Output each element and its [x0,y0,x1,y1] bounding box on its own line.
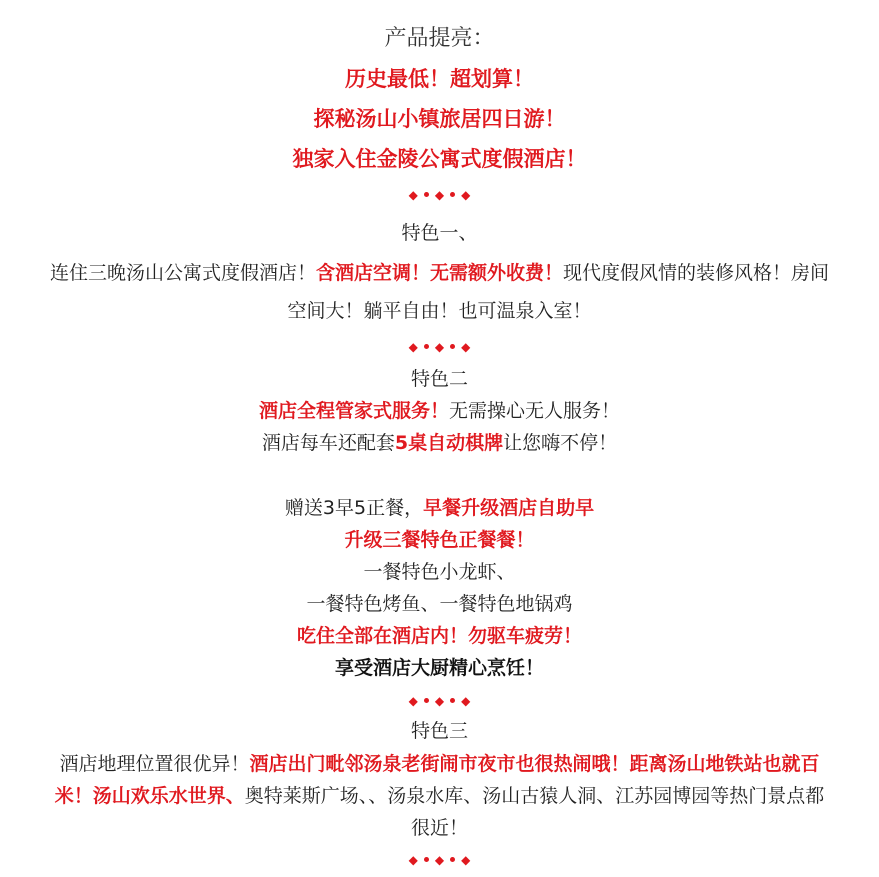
feature3-text-a: 酒店地理位置很优异！ [59,753,250,775]
feature1-line1 [0,260,879,286]
meal-text-b: 早餐升级酒店自助早 [423,497,595,519]
highlight-1: 历史最低！超划算！ [345,67,534,91]
diamond-icon: ◆ [408,187,418,202]
meal-line2: 升级三餐特色正餐餐！ [344,529,535,551]
feature3-text-d: 奥特莱斯广场、、汤泉水库、汤山古猿人洞、江苏园博园等热门景点都 [244,785,825,807]
dot-icon [450,344,455,349]
feature2-line2 [0,430,879,456]
divider-3 [0,693,879,707]
dot-icon [424,344,429,349]
diamond-icon: ◆ [408,693,418,708]
meal-line5: 吃住全部在酒店内！勿驱车疲劳！ [296,625,582,647]
diamond-icon: ◆ [461,693,471,708]
diamond-icon: ◆ [461,852,471,867]
diamond-icon: ◆ [461,339,471,354]
feature3-text-c: 米！汤山欢乐水世界、 [54,785,245,807]
divider-4 [0,852,879,866]
diamond-icon: ◆ [461,187,471,202]
meal-text-a: 赠送3早5正餐， [284,497,424,519]
feature2-title: 特色二 [410,368,468,390]
dot-icon [424,192,429,197]
feature2-line1 [0,398,879,424]
dot-icon [424,698,429,703]
divider-2 [0,339,879,353]
meal-line6: 享受酒店大厨精心烹饪！ [334,657,544,679]
dot-icon [450,857,455,862]
feature1-text-a: 连住三晚汤山公寓式度假酒店！ [49,262,316,284]
diamond-icon: ◆ [434,693,445,708]
dot-icon [450,192,455,197]
meal-line1 [0,495,879,521]
heading: 产品提亮： [384,26,495,51]
feature3-line2 [0,783,879,809]
feature3-text-b: 酒店出门毗邻汤泉老街闹市夜市也很热闹哦！距离汤山地铁站也就百 [249,753,820,775]
diamond-icon: ◆ [434,187,445,202]
feature3-title: 特色三 [410,720,468,742]
feature2-text-a: 酒店全程管家式服务！ [258,400,449,422]
feature3-line1 [0,751,879,777]
highlight-2: 探秘汤山小镇旅居四日游！ [313,107,566,131]
feature2-text-e: 让您嗨不停！ [503,432,618,454]
diamond-icon: ◆ [434,339,445,354]
feature1-title: 特色一、 [401,222,478,244]
divider-1 [0,187,879,201]
feature1-text-c: 现代度假风情的装修风格！房间 [563,262,830,284]
meal-line3: 一餐特色小龙虾、 [363,561,516,583]
feature1-line2: 空间大！躺平自由！也可温泉入室！ [287,300,592,322]
dot-icon [450,698,455,703]
highlight-3: 独家入住金陵公寓式度假酒店！ [292,147,587,171]
diamond-icon: ◆ [408,852,418,867]
diamond-icon: ◆ [408,339,418,354]
diamond-icon: ◆ [434,852,445,867]
feature1-text-b: 含酒店空调！无需额外收费！ [315,262,563,284]
meal-line4: 一餐特色烤鱼、一餐特色地锅鸡 [306,593,573,615]
feature2-text-b: 无需操心无人服务！ [449,400,621,422]
dot-icon [424,857,429,862]
feature3-line3: 很近！ [410,817,468,839]
feature2-text-d: 5桌自动棋牌 [394,432,504,454]
feature2-text-c: 酒店每车还配套 [261,432,395,454]
